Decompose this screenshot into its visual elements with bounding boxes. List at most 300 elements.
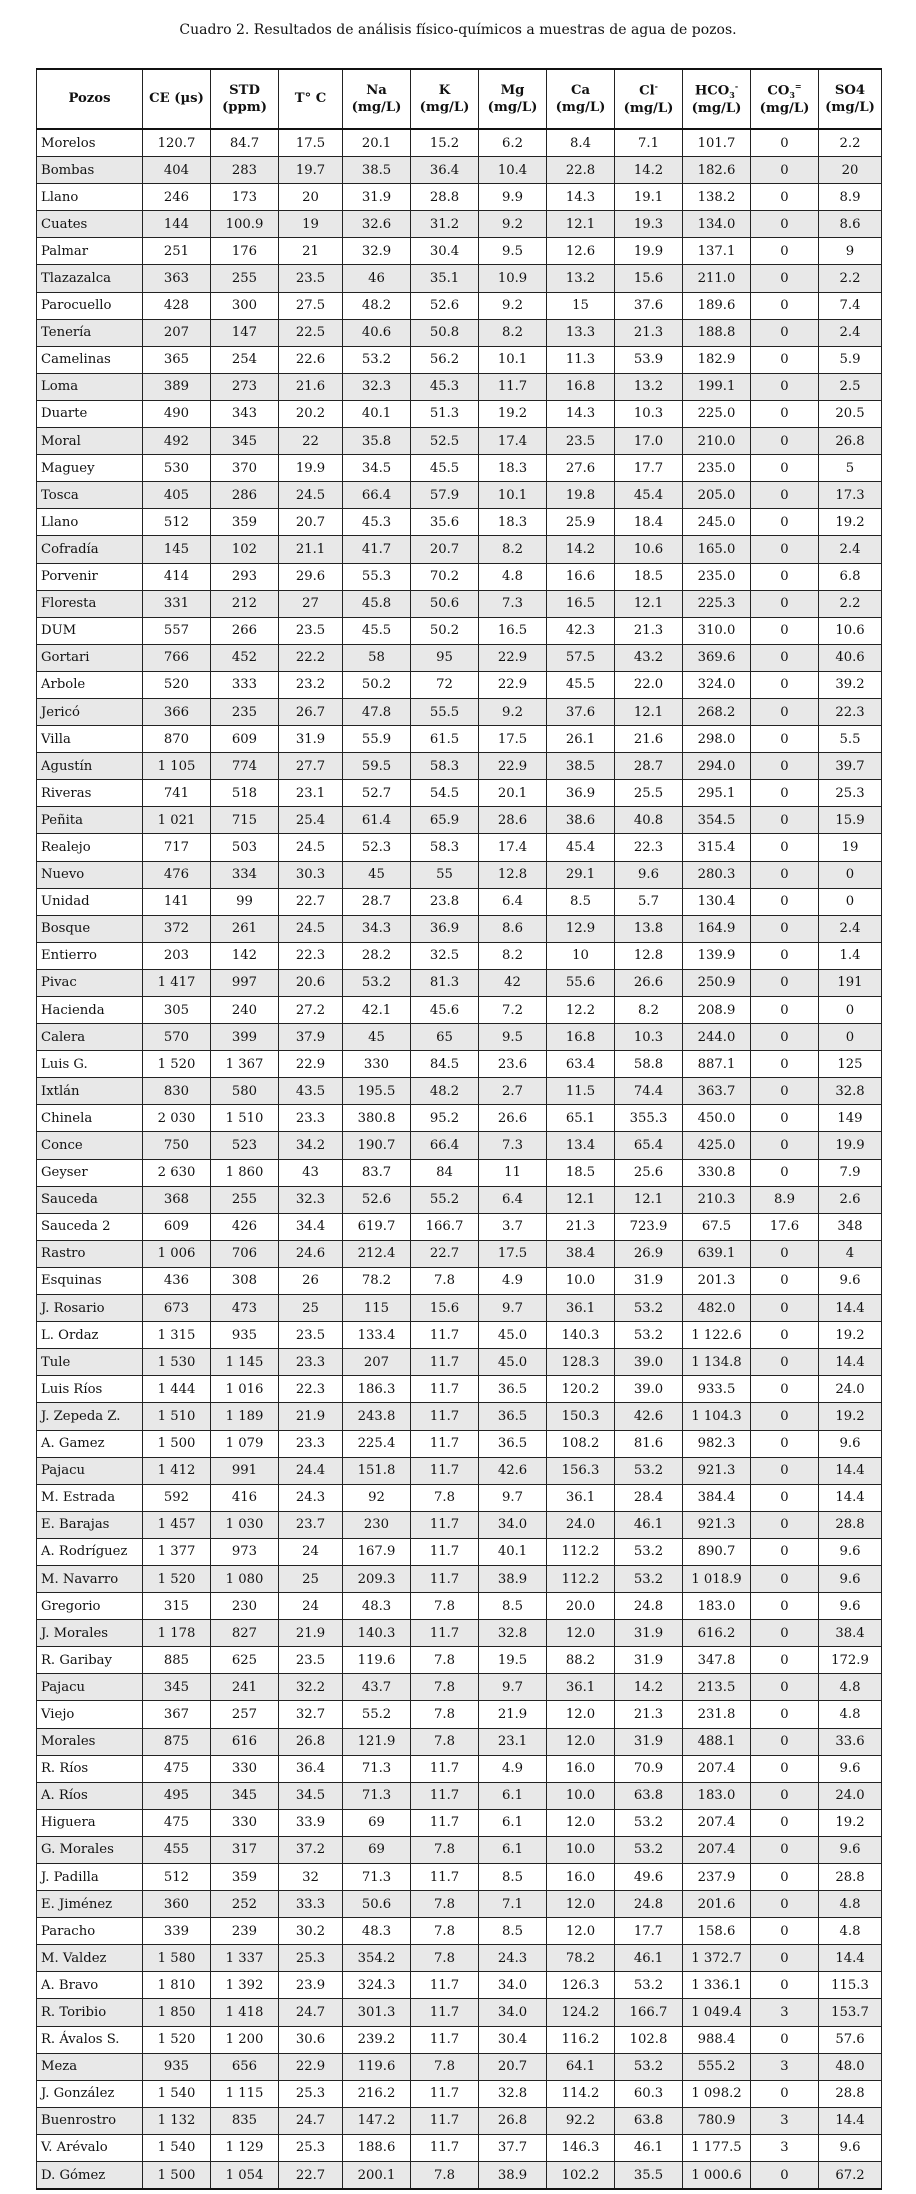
cell-ce: 1 132 <box>143 2107 211 2134</box>
cell-well-name: J. Rosario <box>37 1295 143 1322</box>
cell-cl: 49.6 <box>615 1864 683 1891</box>
cell-na: 115 <box>343 1295 411 1322</box>
cell-k: 11.7 <box>411 2107 479 2134</box>
cell-std: 1 145 <box>211 1349 279 1376</box>
cell-temp: 26 <box>279 1267 343 1294</box>
cell-temp: 33.9 <box>279 1809 343 1836</box>
cell-co3: 0 <box>751 1620 819 1647</box>
table-row <box>37 292 882 319</box>
cell-k: 15.2 <box>411 129 479 157</box>
table-row <box>37 888 882 915</box>
cell-na: 71.3 <box>343 1782 411 1809</box>
cell-so4: 4.8 <box>819 1891 882 1918</box>
cell-ce: 830 <box>143 1078 211 1105</box>
cell-std: 399 <box>211 1024 279 1051</box>
cell-ca: 12.1 <box>547 211 615 238</box>
cell-hco3: 235.0 <box>683 455 751 482</box>
cell-na: 45.3 <box>343 509 411 536</box>
cell-mg: 26.6 <box>479 1105 547 1132</box>
cell-na: 35.8 <box>343 428 411 455</box>
cell-temp: 30.2 <box>279 1918 343 1945</box>
cell-na: 92 <box>343 1484 411 1511</box>
cell-well-name: D. Gómez <box>37 2162 143 2190</box>
cell-std: 333 <box>211 671 279 698</box>
cell-well-name: M. Valdez <box>37 1945 143 1972</box>
cell-so4: 4.8 <box>819 1918 882 1945</box>
cell-mg: 4.8 <box>479 563 547 590</box>
cell-std: 345 <box>211 428 279 455</box>
cell-std: 1 510 <box>211 1105 279 1132</box>
cell-na: 55.3 <box>343 563 411 590</box>
cell-k: 23.8 <box>411 888 479 915</box>
cell-hco3: 208.9 <box>683 997 751 1024</box>
cell-cl: 18.4 <box>615 509 683 536</box>
cell-std: 343 <box>211 400 279 427</box>
cell-std: 523 <box>211 1132 279 1159</box>
table-row <box>37 1593 882 1620</box>
table-row <box>37 698 882 725</box>
cell-temp: 43.5 <box>279 1078 343 1105</box>
cell-na: 48.3 <box>343 1593 411 1620</box>
cell-mg: 16.5 <box>479 617 547 644</box>
table-row <box>37 617 882 644</box>
table-row <box>37 1918 882 1945</box>
cell-co3: 0 <box>751 1891 819 1918</box>
cell-hco3: 295.1 <box>683 780 751 807</box>
cell-hco3: 982.3 <box>683 1430 751 1457</box>
cell-mg: 38.9 <box>479 1565 547 1592</box>
cell-ce: 673 <box>143 1295 211 1322</box>
cell-k: 20.7 <box>411 536 479 563</box>
cell-mg: 17.5 <box>479 726 547 753</box>
cell-temp: 27 <box>279 590 343 617</box>
cell-hco3: 210.0 <box>683 428 751 455</box>
cell-well-name: Gregorio <box>37 1593 143 1620</box>
cell-mg: 38.9 <box>479 2162 547 2190</box>
cell-na: 50.6 <box>343 1891 411 1918</box>
cell-ca: 16.8 <box>547 1024 615 1051</box>
cell-hco3: 201.6 <box>683 1891 751 1918</box>
cell-std: 1 079 <box>211 1430 279 1457</box>
cell-temp: 25.3 <box>279 1945 343 1972</box>
cell-na: 48.3 <box>343 1918 411 1945</box>
cell-co3: 0 <box>751 346 819 373</box>
table-row <box>37 1945 882 1972</box>
cell-ca: 38.6 <box>547 807 615 834</box>
cell-ca: 12.0 <box>547 1918 615 1945</box>
cell-ce: 1 520 <box>143 2026 211 2053</box>
cell-k: 11.7 <box>411 1864 479 1891</box>
cell-ca: 10.0 <box>547 1267 615 1294</box>
cell-well-name: R. Toribio <box>37 1999 143 2026</box>
cell-k: 7.8 <box>411 1701 479 1728</box>
cell-cl: 31.9 <box>615 1620 683 1647</box>
cell-cl: 63.8 <box>615 2107 683 2134</box>
cell-std: 212 <box>211 590 279 617</box>
cell-co3: 0 <box>751 807 819 834</box>
cell-hco3: 450.0 <box>683 1105 751 1132</box>
cell-ce: 331 <box>143 590 211 617</box>
cell-na: 167.9 <box>343 1538 411 1565</box>
cell-ce: 367 <box>143 1701 211 1728</box>
cell-ce: 363 <box>143 265 211 292</box>
cell-temp: 23.3 <box>279 1349 343 1376</box>
cell-mg: 42.6 <box>479 1457 547 1484</box>
table-row <box>37 1132 882 1159</box>
cell-mg: 22.9 <box>479 644 547 671</box>
table-row <box>37 1430 882 1457</box>
cell-temp: 25.3 <box>279 2134 343 2161</box>
table-row <box>37 1999 882 2026</box>
table-row <box>37 319 882 346</box>
cell-ca: 38.4 <box>547 1240 615 1267</box>
cell-ce: 1 412 <box>143 1457 211 1484</box>
cell-ca: 27.6 <box>547 455 615 482</box>
cell-well-name: Ixtlán <box>37 1078 143 1105</box>
cell-cl: 40.8 <box>615 807 683 834</box>
cell-ce: 436 <box>143 1267 211 1294</box>
cell-cl: 15.6 <box>615 265 683 292</box>
cell-ca: 36.1 <box>547 1674 615 1701</box>
cell-hco3: 245.0 <box>683 509 751 536</box>
cell-temp: 27.2 <box>279 997 343 1024</box>
cell-ca: 13.2 <box>547 265 615 292</box>
cell-well-name: R. Ávalos S. <box>37 2026 143 2053</box>
cell-cl: 53.2 <box>615 1457 683 1484</box>
table-row <box>37 2080 882 2107</box>
cell-co3: 0 <box>751 644 819 671</box>
cell-std: 1 418 <box>211 1999 279 2026</box>
cell-ca: 16.0 <box>547 1755 615 1782</box>
cell-std: 835 <box>211 2107 279 2134</box>
cell-temp: 17.5 <box>279 129 343 157</box>
cell-temp: 23.5 <box>279 265 343 292</box>
cell-temp: 33.3 <box>279 1891 343 1918</box>
cell-std: 997 <box>211 969 279 996</box>
table-row <box>37 780 882 807</box>
table-row <box>37 265 882 292</box>
cell-cl: 8.2 <box>615 997 683 1024</box>
cell-hco3: 347.8 <box>683 1647 751 1674</box>
cell-std: 254 <box>211 346 279 373</box>
cell-well-name: Tenería <box>37 319 143 346</box>
table-body <box>37 129 882 2189</box>
cell-cl: 166.7 <box>615 1999 683 2026</box>
cell-temp: 25 <box>279 1565 343 1592</box>
cell-hco3: 1 122.6 <box>683 1322 751 1349</box>
cell-k: 15.6 <box>411 1295 479 1322</box>
cell-co3: 0 <box>751 1809 819 1836</box>
cell-so4: 25.3 <box>819 780 882 807</box>
cell-ca: 18.5 <box>547 1159 615 1186</box>
cell-mg: 36.5 <box>479 1376 547 1403</box>
cell-mg: 11.7 <box>479 373 547 400</box>
cell-cl: 46.1 <box>615 1511 683 1538</box>
cell-mg: 7.3 <box>479 590 547 617</box>
cell-k: 7.8 <box>411 1918 479 1945</box>
cell-temp: 22.5 <box>279 319 343 346</box>
cell-hco3: 225.0 <box>683 400 751 427</box>
cell-temp: 24.7 <box>279 1999 343 2026</box>
cell-well-name: Tule <box>37 1349 143 1376</box>
cell-k: 11.7 <box>411 2134 479 2161</box>
cell-na: 230 <box>343 1511 411 1538</box>
cell-ce: 766 <box>143 644 211 671</box>
cell-temp: 36.4 <box>279 1755 343 1782</box>
table-row <box>37 1484 882 1511</box>
cell-std: 255 <box>211 265 279 292</box>
cell-na: 38.5 <box>343 157 411 184</box>
cell-ca: 57.5 <box>547 644 615 671</box>
cell-well-name: Nuevo <box>37 861 143 888</box>
cell-k: 11.7 <box>411 1403 479 1430</box>
cell-co3: 0 <box>751 184 819 211</box>
cell-hco3: 134.0 <box>683 211 751 238</box>
cell-so4: 14.4 <box>819 1349 882 1376</box>
cell-ce: 305 <box>143 997 211 1024</box>
cell-co3: 3 <box>751 1999 819 2026</box>
cell-ce: 1 810 <box>143 1972 211 1999</box>
cell-k: 11.7 <box>411 1430 479 1457</box>
cell-std: 239 <box>211 1918 279 1945</box>
cell-temp: 32.2 <box>279 1674 343 1701</box>
cell-hco3: 182.9 <box>683 346 751 373</box>
cell-cl: 26.6 <box>615 969 683 996</box>
cell-temp: 22.9 <box>279 1051 343 1078</box>
cell-na: 121.9 <box>343 1728 411 1755</box>
cell-cl: 81.6 <box>615 1430 683 1457</box>
cell-na: 40.1 <box>343 400 411 427</box>
cell-mg: 36.5 <box>479 1403 547 1430</box>
cell-k: 7.8 <box>411 1728 479 1755</box>
table-row <box>37 1755 882 1782</box>
cell-ca: 36.1 <box>547 1295 615 1322</box>
cell-na: 216.2 <box>343 2080 411 2107</box>
cell-hco3: 425.0 <box>683 1132 751 1159</box>
cell-ca: 12.6 <box>547 238 615 265</box>
cell-so4: 2.4 <box>819 915 882 942</box>
cell-hco3: 369.6 <box>683 644 751 671</box>
header-pozos: Pozos <box>37 69 143 129</box>
table-row <box>37 1267 882 1294</box>
cell-na: 151.8 <box>343 1457 411 1484</box>
cell-ca: 12.2 <box>547 997 615 1024</box>
cell-temp: 20.2 <box>279 400 343 427</box>
cell-so4: 191 <box>819 969 882 996</box>
cell-ce: 366 <box>143 698 211 725</box>
cell-ca: 102.2 <box>547 2162 615 2190</box>
cell-ce: 1 315 <box>143 1322 211 1349</box>
cell-ca: 120.2 <box>547 1376 615 1403</box>
cell-temp: 21.9 <box>279 1620 343 1647</box>
cell-so4: 9.6 <box>819 1267 882 1294</box>
cell-mg: 40.1 <box>479 1538 547 1565</box>
cell-temp: 24.5 <box>279 482 343 509</box>
cell-na: 69 <box>343 1809 411 1836</box>
cell-na: 45.8 <box>343 590 411 617</box>
cell-na: 619.7 <box>343 1213 411 1240</box>
cell-ca: 156.3 <box>547 1457 615 1484</box>
cell-co3: 0 <box>751 400 819 427</box>
cell-so4: 24.0 <box>819 1782 882 1809</box>
cell-std: 252 <box>211 1891 279 1918</box>
cell-co3: 0 <box>751 1430 819 1457</box>
cell-well-name: Paracho <box>37 1918 143 1945</box>
table-row <box>37 211 882 238</box>
cell-well-name: Palmar <box>37 238 143 265</box>
cell-ca: 112.2 <box>547 1538 615 1565</box>
cell-mg: 20.7 <box>479 2053 547 2080</box>
cell-ca: 146.3 <box>547 2134 615 2161</box>
cell-ce: 592 <box>143 1484 211 1511</box>
cell-hco3: 158.6 <box>683 1918 751 1945</box>
cell-hco3: 488.1 <box>683 1728 751 1755</box>
cell-na: 55.9 <box>343 726 411 753</box>
cell-well-name: Luis Ríos <box>37 1376 143 1403</box>
cell-hco3: 887.1 <box>683 1051 751 1078</box>
cell-hco3: 780.9 <box>683 2107 751 2134</box>
cell-std: 426 <box>211 1213 279 1240</box>
cell-co3: 0 <box>751 1349 819 1376</box>
table-row <box>37 1836 882 1863</box>
header-mg: Mg (mg/L) <box>479 69 547 129</box>
cell-temp: 24 <box>279 1593 343 1620</box>
cell-co3: 0 <box>751 1403 819 1430</box>
cell-well-name: A. Rodríguez <box>37 1538 143 1565</box>
cell-co3: 0 <box>751 428 819 455</box>
cell-hco3: 130.4 <box>683 888 751 915</box>
cell-temp: 20.7 <box>279 509 343 536</box>
cell-mg: 11 <box>479 1159 547 1186</box>
cell-co3: 0 <box>751 1159 819 1186</box>
cell-hco3: 250.9 <box>683 969 751 996</box>
cell-hco3: 164.9 <box>683 915 751 942</box>
cell-ca: 38.5 <box>547 753 615 780</box>
cell-temp: 23.2 <box>279 671 343 698</box>
cell-std: 100.9 <box>211 211 279 238</box>
cell-mg: 22.9 <box>479 753 547 780</box>
cell-k: 22.7 <box>411 1240 479 1267</box>
cell-na: 31.9 <box>343 184 411 211</box>
cell-ce: 557 <box>143 617 211 644</box>
cell-well-name: M. Navarro <box>37 1565 143 1592</box>
cell-ce: 741 <box>143 780 211 807</box>
cell-ce: 1 444 <box>143 1376 211 1403</box>
cell-so4: 14.4 <box>819 1484 882 1511</box>
cell-ca: 92.2 <box>547 2107 615 2134</box>
cell-co3: 0 <box>751 1105 819 1132</box>
cell-so4: 9.6 <box>819 1565 882 1592</box>
cell-hco3: 280.3 <box>683 861 751 888</box>
cell-cl: 28.7 <box>615 753 683 780</box>
cell-k: 7.8 <box>411 1647 479 1674</box>
table-row <box>37 1674 882 1701</box>
cell-mg: 34.0 <box>479 1511 547 1538</box>
cell-temp: 19.9 <box>279 455 343 482</box>
table-row <box>37 1376 882 1403</box>
cell-co3: 0 <box>751 698 819 725</box>
cell-cl: 63.8 <box>615 1782 683 1809</box>
cell-ca: 116.2 <box>547 2026 615 2053</box>
cell-std: 1 337 <box>211 1945 279 1972</box>
cell-cl: 37.6 <box>615 292 683 319</box>
cell-hco3: 298.0 <box>683 726 751 753</box>
cell-ce: 1 105 <box>143 753 211 780</box>
cell-k: 11.7 <box>411 1782 479 1809</box>
cell-std: 308 <box>211 1267 279 1294</box>
cell-k: 11.7 <box>411 1376 479 1403</box>
table-row <box>37 184 882 211</box>
cell-co3: 0 <box>751 1538 819 1565</box>
cell-cl: 53.2 <box>615 2053 683 2080</box>
cell-hco3: 1 372.7 <box>683 1945 751 1972</box>
cell-co3: 0 <box>751 2026 819 2053</box>
cell-na: 34.5 <box>343 455 411 482</box>
cell-so4: 2.2 <box>819 590 882 617</box>
cell-std: 416 <box>211 1484 279 1511</box>
cell-cl: 18.5 <box>615 563 683 590</box>
cell-temp: 22 <box>279 428 343 455</box>
cell-so4: 8.6 <box>819 211 882 238</box>
cell-std: 293 <box>211 563 279 590</box>
cell-so4: 9.6 <box>819 2134 882 2161</box>
table-row <box>37 1159 882 1186</box>
cell-std: 345 <box>211 1782 279 1809</box>
cell-k: 66.4 <box>411 1132 479 1159</box>
cell-ca: 112.2 <box>547 1565 615 1592</box>
cell-well-name: G. Morales <box>37 1836 143 1863</box>
cell-ce: 495 <box>143 1782 211 1809</box>
cell-well-name: Buenrostro <box>37 2107 143 2134</box>
header-ca: Ca (mg/L) <box>547 69 615 129</box>
cell-so4: 19.2 <box>819 509 882 536</box>
cell-cl: 22.0 <box>615 671 683 698</box>
table-row <box>37 1295 882 1322</box>
cell-temp: 30.3 <box>279 861 343 888</box>
cell-mg: 32.8 <box>479 1620 547 1647</box>
cell-so4: 9 <box>819 238 882 265</box>
cell-co3: 3 <box>751 2134 819 2161</box>
cell-std: 1 392 <box>211 1972 279 1999</box>
cell-co3: 0 <box>751 1755 819 1782</box>
cell-mg: 34.0 <box>479 1972 547 1999</box>
cell-ce: 1 540 <box>143 2134 211 2161</box>
cell-std: 1 080 <box>211 1565 279 1592</box>
cell-ca: 36.1 <box>547 1484 615 1511</box>
cell-well-name: Maguey <box>37 455 143 482</box>
cell-co3: 0 <box>751 1051 819 1078</box>
cell-cl: 21.6 <box>615 726 683 753</box>
cell-co3: 0 <box>751 211 819 238</box>
cell-cl: 19.3 <box>615 211 683 238</box>
cell-so4: 39.7 <box>819 753 882 780</box>
table-row <box>37 1403 882 1430</box>
cell-ce: 1 520 <box>143 1565 211 1592</box>
cell-std: 173 <box>211 184 279 211</box>
cell-cl: 21.3 <box>615 617 683 644</box>
cell-well-name: A. Bravo <box>37 1972 143 1999</box>
cell-temp: 23.5 <box>279 617 343 644</box>
cell-k: 11.7 <box>411 1999 479 2026</box>
cell-temp: 29.6 <box>279 563 343 590</box>
cell-co3: 0 <box>751 1267 819 1294</box>
cell-so4: 4.8 <box>819 1701 882 1728</box>
cell-ce: 1 580 <box>143 1945 211 1972</box>
cell-well-name: Camelinas <box>37 346 143 373</box>
cell-k: 30.4 <box>411 238 479 265</box>
cell-co3: 0 <box>751 1457 819 1484</box>
cell-na: 53.2 <box>343 346 411 373</box>
